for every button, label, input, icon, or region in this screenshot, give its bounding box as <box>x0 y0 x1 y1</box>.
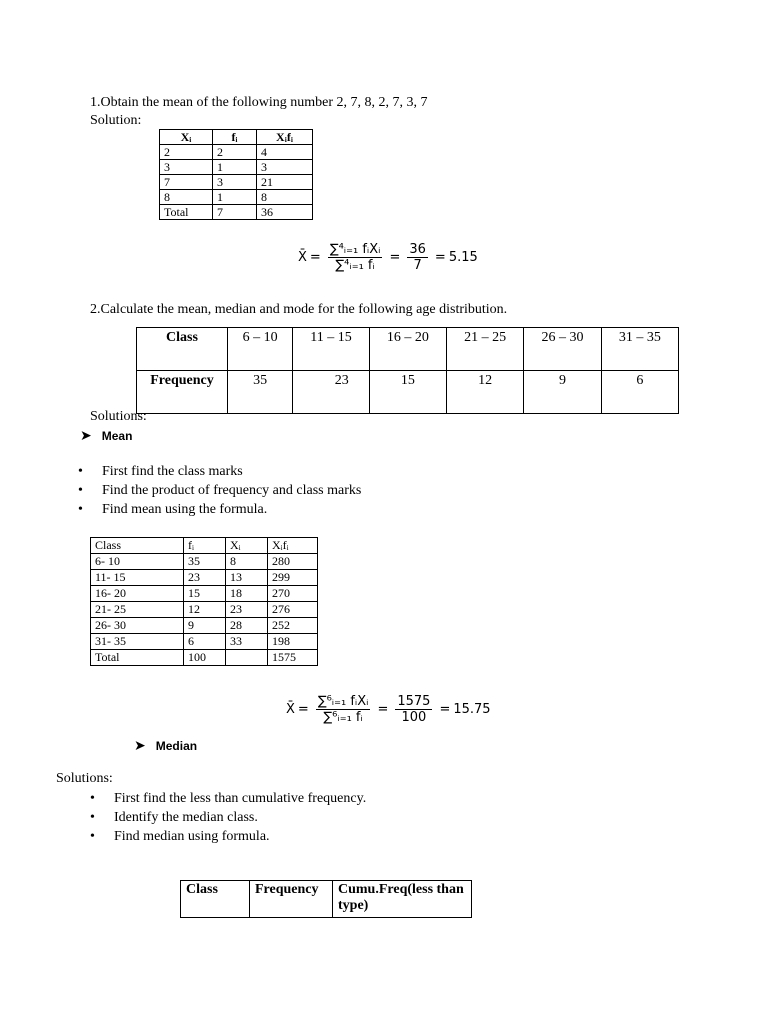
median-heading <box>134 738 197 755</box>
arrow-bullet-icon: ➤ <box>80 428 92 444</box>
table-cell: Total <box>160 205 213 220</box>
q2-solutions-label: Solutions: <box>90 409 147 424</box>
class-cell: 31 – 35 <box>601 328 678 371</box>
mean-heading <box>80 428 132 445</box>
table-cell: 36 <box>257 205 313 220</box>
table-row <box>91 602 318 618</box>
header-fi: fᵢ <box>184 538 226 554</box>
q1-solution-label: Solution: <box>90 113 142 128</box>
mean-calculation-table <box>90 537 318 666</box>
table-cell: 23 <box>184 570 226 586</box>
table-cell: 270 <box>268 586 318 602</box>
table-row <box>160 160 313 175</box>
formula-value-denominator: 100 <box>401 710 427 725</box>
table-cell: 4 <box>257 145 313 160</box>
table-cell: 2 <box>213 145 257 160</box>
table-row <box>91 570 318 586</box>
frequency-cell: 12 <box>447 371 524 414</box>
table-header-row <box>91 538 318 554</box>
xbar-symbol: X̄ <box>286 702 295 717</box>
table-cell: 1575 <box>268 650 318 666</box>
table-cell: 31- 35 <box>91 634 184 650</box>
frequency-cell: 15 <box>369 371 446 414</box>
header-cumulative-frequency: Cumu.Freq(less than type) <box>333 881 472 918</box>
table-row <box>91 634 318 650</box>
table-cell: 8 <box>160 190 213 205</box>
list-item: • Identify the median class. <box>90 808 366 827</box>
table-cell: 7 <box>160 175 213 190</box>
class-cell: 21 – 25 <box>447 328 524 371</box>
class-row <box>137 328 679 371</box>
table-cell: 8 <box>257 190 313 205</box>
frequency-cell: 35 <box>228 371 293 414</box>
table-cell: 252 <box>268 618 318 634</box>
table-cell: 28 <box>226 618 268 634</box>
age-distribution-table <box>136 327 679 414</box>
header-xi: Xᵢ <box>226 538 268 554</box>
class-cell: 11 – 15 <box>293 328 369 371</box>
table-cell: 35 <box>184 554 226 570</box>
formula-denominator: ∑⁶ᵢ₌₁ fᵢ <box>323 710 363 725</box>
table-cell: 2 <box>160 145 213 160</box>
table-cell: 21 <box>257 175 313 190</box>
table-cell: 280 <box>268 554 318 570</box>
table-cell: Total <box>91 650 184 666</box>
class-cell: 16 – 20 <box>369 328 446 371</box>
q1-title: 1.Obtain the mean of the following number 2, 7, 8, 2, 7, 3, 7 <box>90 95 428 110</box>
header-xifi: Xᵢfᵢ <box>257 130 313 145</box>
formula-value-denominator: 7 <box>413 258 422 273</box>
table-cell: 8 <box>226 554 268 570</box>
table-row <box>91 554 318 570</box>
table-cell: 23 <box>226 602 268 618</box>
frequency-cell: 6 <box>601 371 678 414</box>
table-cell: 1 <box>213 160 257 175</box>
list-item: • First find the class marks <box>78 462 361 481</box>
frequency-cell: 9 <box>524 371 601 414</box>
mean-heading-label: Mean <box>101 429 133 443</box>
header-xifi: Xᵢfᵢ <box>268 538 318 554</box>
frequency-row <box>137 371 679 414</box>
q1-table <box>159 129 313 220</box>
table-cell: 21- 25 <box>91 602 184 618</box>
class-cell: 6 – 10 <box>228 328 293 371</box>
class-cell: 26 – 30 <box>524 328 601 371</box>
mean-steps-list <box>78 462 361 519</box>
q1-mean-formula: X̄ = $\frac{\text{∑⁴ᵢ₌₁ fᵢXᵢ}}{\text{∑⁴ᵢ₌₁ fᵢ}}$ = $\frac{36}{7}$ = 5.15 <box>298 242 478 273</box>
table-cell: 9 <box>184 618 226 634</box>
xbar-symbol: X̄ <box>298 250 307 265</box>
list-item: • Find mean using the formula. <box>78 500 361 519</box>
list-item: • Find the product of frequency and class marks <box>78 481 361 500</box>
header-fi: fᵢ <box>213 130 257 145</box>
frequency-cell: 23 <box>293 371 369 414</box>
table-cell: 18 <box>226 586 268 602</box>
table-cell: 3 <box>213 175 257 190</box>
median-solutions-label: Solutions: <box>56 771 113 786</box>
table-header-row <box>160 130 313 145</box>
formula-numerator: ∑⁴ᵢ₌₁ fᵢXᵢ <box>329 242 381 257</box>
table-row <box>160 190 313 205</box>
table-cell: 100 <box>184 650 226 666</box>
formula-result: 5.15 <box>448 250 478 265</box>
header-frequency: Frequency <box>250 881 333 918</box>
list-item: • Find median using formula. <box>90 827 366 846</box>
class-header: Class <box>137 328 228 371</box>
table-cell: 6 <box>184 634 226 650</box>
table-cell: 6- 10 <box>91 554 184 570</box>
table-header-row <box>181 881 472 918</box>
header-class: Class <box>91 538 184 554</box>
table-row <box>91 586 318 602</box>
table-cell: 198 <box>268 634 318 650</box>
table-row <box>160 175 313 190</box>
table-cell: 7 <box>213 205 257 220</box>
table-cell: 3 <box>160 160 213 175</box>
table-cell: 299 <box>268 570 318 586</box>
table-cell: 276 <box>268 602 318 618</box>
table-cell: 15 <box>184 586 226 602</box>
table-cell: 11- 15 <box>91 570 184 586</box>
arrow-bullet-icon: ➤ <box>134 738 146 754</box>
table-cell: 16- 20 <box>91 586 184 602</box>
table-row-total <box>91 650 318 666</box>
formula-result: 15.75 <box>453 702 491 717</box>
table-cell: 12 <box>184 602 226 618</box>
formula-value-numerator: 36 <box>409 242 426 257</box>
table-cell: 26- 30 <box>91 618 184 634</box>
header-class: Class <box>181 881 250 918</box>
median-heading-label: Median <box>155 739 198 753</box>
table-cell <box>226 650 268 666</box>
frequency-header: Frequency <box>137 371 228 414</box>
median-steps-list <box>90 789 366 846</box>
median-table <box>180 880 472 918</box>
formula-value-numerator: 1575 <box>397 694 431 709</box>
formula-denominator: ∑⁴ᵢ₌₁ fᵢ <box>335 258 375 273</box>
q2-title: 2.Calculate the mean, median and mode for the following age distribution. <box>90 302 508 317</box>
q2-mean-formula: X̄ = $\frac{\text{∑⁶ᵢ₌₁ fᵢXᵢ}}{\text{∑⁶ᵢ₌₁ fᵢ}}$ = $\frac{1575}{100}$ = 15.75 <box>286 694 491 725</box>
formula-numerator: ∑⁶ᵢ₌₁ fᵢXᵢ <box>317 694 369 709</box>
table-row <box>160 145 313 160</box>
table-cell: 33 <box>226 634 268 650</box>
table-row <box>91 618 318 634</box>
table-row-total <box>160 205 313 220</box>
header-xi: Xᵢ <box>160 130 213 145</box>
table-cell: 3 <box>257 160 313 175</box>
table-cell: 1 <box>213 190 257 205</box>
list-item: • First find the less than cumulative frequency. <box>90 789 366 808</box>
table-cell: 13 <box>226 570 268 586</box>
